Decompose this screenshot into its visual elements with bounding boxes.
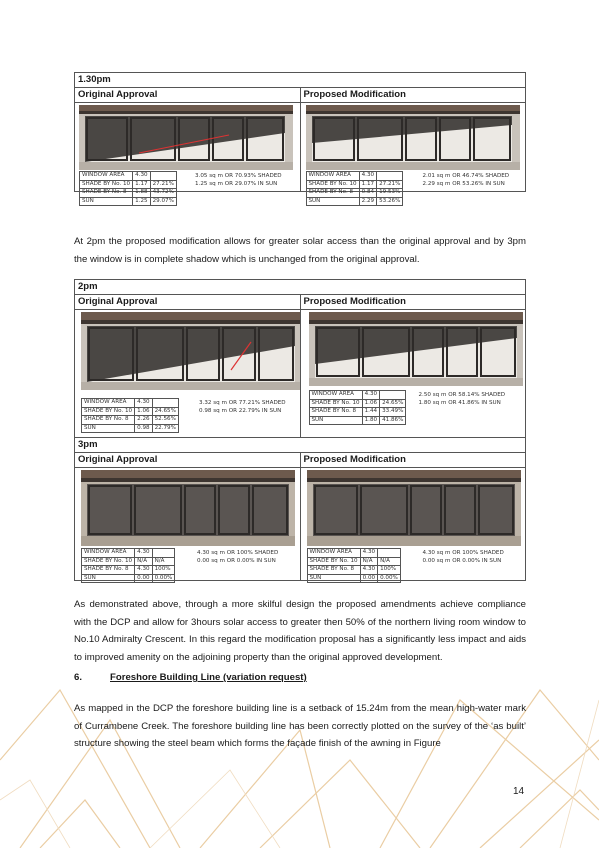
shade-summary: 4.30 sq m OR 100% SHADED 0.00 sq m OR 0.00% IN SUN [422,550,504,564]
paragraph-foreshore: As mapped in the DCP the foreshore building line is a setback of 15.24m from the mean high-water mark of Currambene Creek. The foreshore building line has been correctly plotted on the survey of the ‘as built’ structure showing the steel beam which forms the façade finish of the awning in Figure [74,703,526,749]
original-approval-cell [75,468,300,581]
table-time-heading: 1.30pm [75,73,525,88]
table-column-headers [75,295,525,310]
proposed-modification-cell [300,468,526,581]
paragraph-conclusion: As demonstrated above, through a more skilful design the proposed amendments achieve compliance with the DCP and allow for 3hours solar access to greater then 50% of the northern living room window to No.10 Admiralty Crescent. In this regard the modification proposal has a significantly less impact and aids to improved amenity on the adjoining property than the original approved development. [74,599,526,663]
shade-summary: 2.01 sq m OR 46.74% SHADED 2.29 sq m OR 53.26% IN SUN [422,173,510,187]
table-time-heading: 2pm [75,280,525,295]
window-shadow-elevation-image [79,105,293,170]
section-number: 6. [74,672,83,683]
window-shadow-elevation-image [307,470,521,546]
proposed-modification-cell [300,310,526,437]
table-column-headers [75,88,525,103]
shade-statistics: WINDOW AREA 4.30 SHADE BY No. 10 1.17 27.21% SHADE BY No. 8 1.88 43.72% SUN 1.25 29.07% [79,171,177,206]
original-approval-label: Original Approval [78,454,158,465]
table-column-headers [75,453,525,468]
section-heading [74,672,307,683]
table-time-heading: 3pm [75,438,525,453]
page-number: 14 [513,786,525,797]
original-approval-cell [75,310,300,437]
original-approval-cell [75,103,300,204]
shadow-table-1-30pm [74,72,526,204]
window-shadow-elevation-image [81,470,295,546]
original-approval-label: Original Approval [78,89,158,100]
shadow-table-2pm-3pm [74,279,526,581]
shade-statistics: WINDOW AREA 4.30 SHADE BY No. 10 1.17 27.21% SHADE BY No. 8 0.84 19.53% SUN 2.29 53.26% [306,171,404,206]
shade-summary: 3.05 sq m OR 70.93% SHADED 1.25 sq m OR 29.07% IN SUN [195,173,282,187]
shade-statistics: WINDOW AREA 4.30 SHADE BY No. 10 1.06 24.65% SHADE BY No. 8 2.26 52.56% SUN 0.98 22.79% [81,398,179,433]
proposed-modification-label: Proposed Modification [300,88,526,102]
window-shadow-elevation-image [306,105,520,170]
shade-statistics: WINDOW AREA 4.30 SHADE BY No. 10 1.06 24.65% SHADE BY No. 8 1.44 33.49% SUN 1.80 41.86% [309,390,407,425]
original-approval-label: Original Approval [78,296,158,307]
proposed-modification-label: Proposed Modification [300,453,526,467]
section-title: Foreshore Building Line (variation request) [110,672,307,683]
proposed-modification-label: Proposed Modification [300,295,526,309]
window-shadow-elevation-image [309,312,523,386]
shade-summary: 4.30 sq m OR 100% SHADED 0.00 sq m OR 0.00% IN SUN [197,550,279,564]
shade-summary: 2.50 sq m OR 58.14% SHADED 1.80 sq m OR 41.86% IN SUN [418,392,506,406]
shade-statistics: WINDOW AREA 4.30 SHADE BY No. 10 N/A N/A SHADE BY No. 8 4.30 100% SUN 0.00 0.00% [81,548,175,583]
shade-statistics: WINDOW AREA 4.30 SHADE BY No. 10 N/A N/A SHADE BY No. 8 4.30 100% SUN 0.00 0.00% [307,548,401,583]
window-shadow-elevation-image [81,312,301,390]
shade-summary: 3.32 sq m OR 77.21% SHADED 0.98 sq m OR 22.79% IN SUN [199,400,286,414]
proposed-modification-cell [300,103,526,204]
paragraph-2pm-summary: At 2pm the proposed modification allows for greater solar access than the original approval and by 3pm the window is in complete shadow which is unchanged from the original approval. [74,236,526,265]
